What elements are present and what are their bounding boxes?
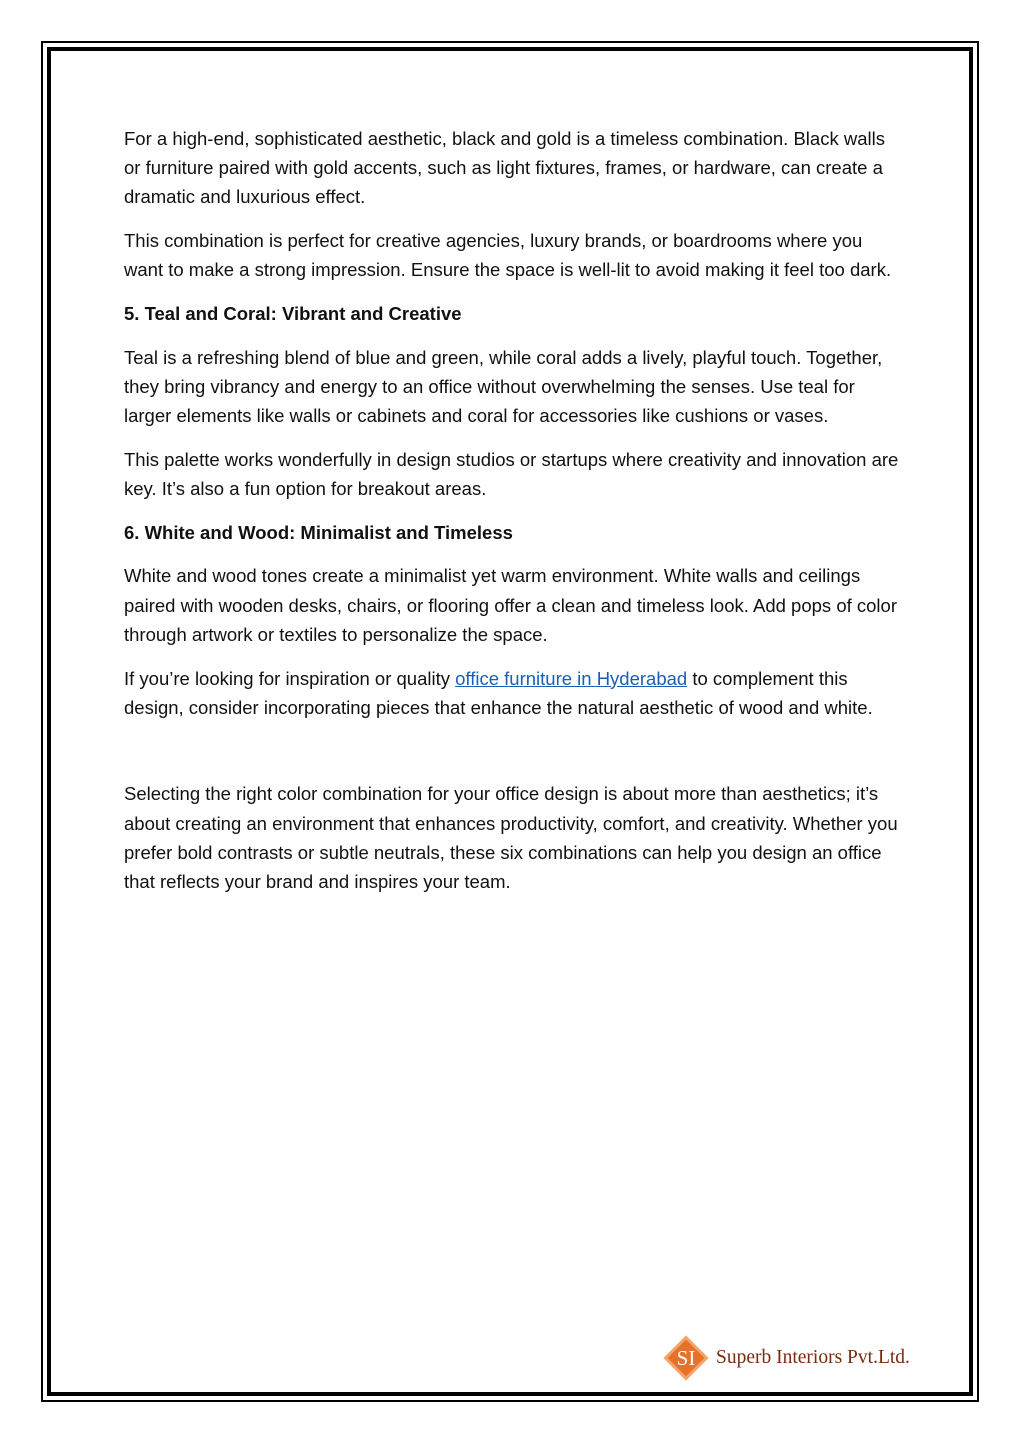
- paragraph-teal-coral: Teal is a refreshing blend of blue and green, while coral adds a lively, playful touch. Together, they bring vibrancy and energy to an office without overwhelming the senses. Use teal for larger elements like walls or cabinets and coral for accessories like cushions or vases.: [124, 346, 883, 427]
- paragraph-teal-coral-usage: This palette works wonderfully in design studios or startups where creativity and innovation are key. It’s also a fun option for breakout areas.: [124, 448, 899, 500]
- paragraph-black-gold: For a high-end, sophisticated aesthetic, black and gold is a timeless combination. Black walls or furniture paired with gold accents, such as light fixtures, frames, or hardware, can create a dramatic and luxurious effect.: [124, 128, 885, 208]
- logo-mark-text: SI: [676, 1346, 696, 1370]
- company-logo: [660, 1331, 910, 1385]
- paragraph-conclusion: Selecting the right color combination for your office design is about more than aesthetics; it’s about creating an environment that enhances productivity, comfort, and creativity. Whether you prefer bold contrasts or subtle neutrals, these six combinations can help you design an office that reflects your brand and inspires your team.: [124, 783, 898, 893]
- logo-diamond-icon: [660, 1332, 712, 1384]
- paragraph-white-wood: White and wood tones create a minimalist yet warm environment. White walls and ceilings paired with wooden desks, chairs, or flooring offer a clean and timeless look. Add pops of color through artwork or textiles to personalize the space.: [124, 565, 897, 645]
- paragraph-furniture-link: [124, 664, 904, 722]
- link-trail-text: to complement this design, consider incorporating pieces that enhance the natural aesthetic of wood and white.: [124, 667, 873, 718]
- office-furniture-link[interactable]: office furniture in Hyderabad: [455, 667, 688, 689]
- logo-text: Superb Interiors Pvt.Ltd.: [716, 1347, 910, 1368]
- spacer: [124, 736, 904, 779]
- heading-teal-coral: 5. Teal and Coral: Vibrant and Creative: [124, 303, 462, 325]
- link-lead-text: If you’re looking for inspiration or quality: [124, 667, 456, 689]
- heading-white-wood: 6. White and Wood: Minimalist and Timeless: [124, 521, 513, 543]
- document-body: [124, 124, 904, 911]
- paragraph-black-gold-usage: This combination is perfect for creative agencies, luxury brands, or boardrooms where you want to make a strong impression. Ensure the space is well-lit to avoid making it feel too dark.: [124, 230, 892, 281]
